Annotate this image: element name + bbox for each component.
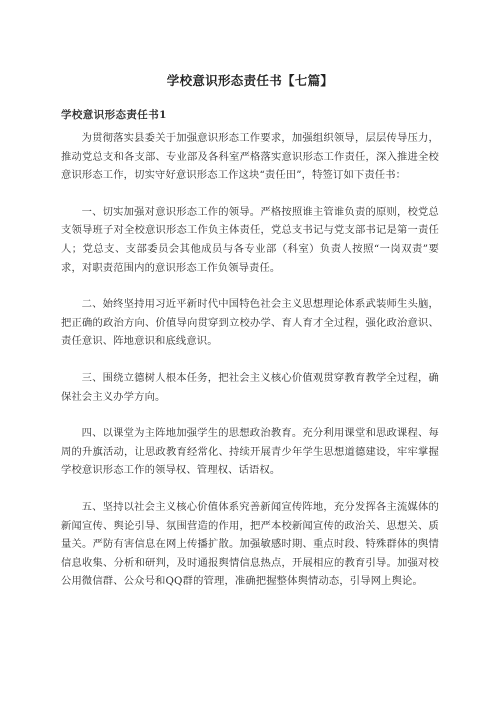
paragraph-item-3: 三、围绕立德树人根本任务，把社会主义核心价值观贯穿教育教学全过程，确保社会主义办学方向。 <box>61 371 439 403</box>
section-heading: 学校意识形态责任书1 <box>61 109 167 121</box>
paragraph-item-4: 四、以课堂为主阵地加强学生的思想政治教育。充分利用课堂和思政课程、每周的升旗活动，让思政教育经常化、持续开展青少年学生思想道德建设，牢牢掌握学校意识形态工作的领导权、管理权、话语权。 <box>61 427 439 477</box>
paragraph-item-5: 五、坚持以社会主义核心价值体系究善新闻宣传阵地，充分发挥各主流媒体的新闻宣传、舆论引导、氛围营造的作用，把严本校新闻宣传的政治关、思想关、质量关。严防有害信息在网上传播扩散。加强敏感时期、重点时段、特殊群体的舆情信息收集、分析和研判，及时通报舆情信息热点，开展相应的教育引导。加强对校公用微信群、公众号和QQ群的管理，准确把握整体舆情动态，引导网上舆论。 <box>61 500 439 588</box>
paragraph-intro: 为贯彻落实县委关于加强意识形态工作要求，加强组织领导，层层传导压力，推动党总支和各支部、专业部及各科室严格落实意识形态工作责任，深入推进全校意识形态工作，切实守好意识形态工作这块“责任田”，特签订如下责任书： <box>61 132 439 182</box>
document-title: 学校意识形态责任书【七篇】 <box>166 73 334 88</box>
paragraph-item-2: 二、始终坚持用习近平新时代中国特色社会主义思想理论体系武装师生头脑，把正确的政治方向、价值导向贯穿到立校办学、育人育才全过程，强化政治意识、责任意识、阵地意识和底线意识。 <box>61 298 439 348</box>
document-body <box>61 129 439 609</box>
paragraph-item-1: 一、切实加强对意识形态工作的领导。严格按照谁主管谁负责的原则，校党总支领导班子对全校意识形态工作负主体责任，党总支书记与党支部书记是第一责任人；党总支、支部委员会其他成员与各专业部（科室）负责人按照“一岗双责”要求，对职责范围内的意识形态工作负领导责任。 <box>61 205 439 274</box>
